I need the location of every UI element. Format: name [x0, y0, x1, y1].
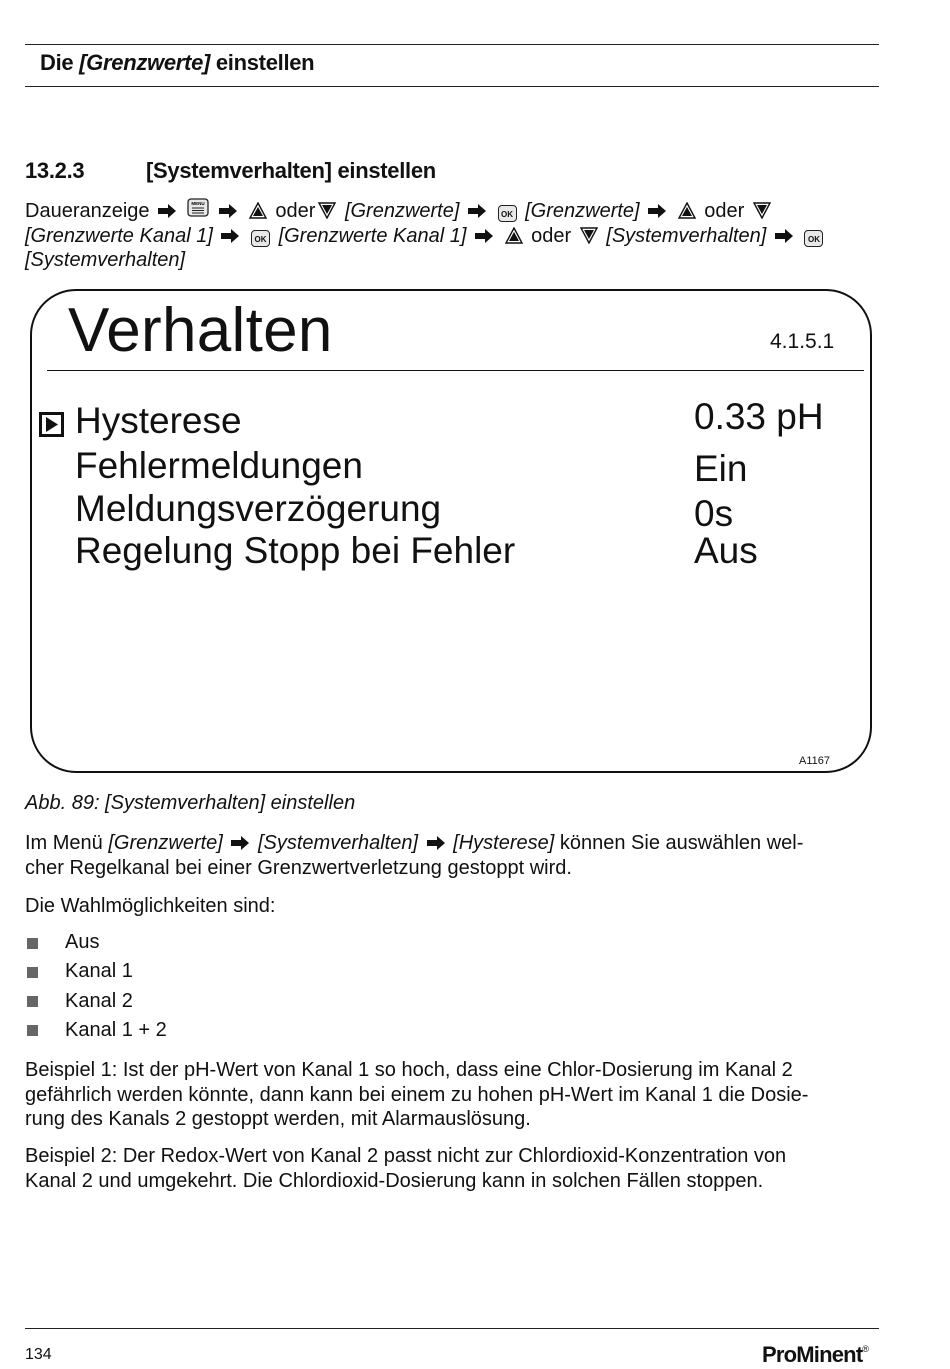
display-title: Verhalten — [68, 296, 333, 365]
header-top-rule — [25, 44, 879, 45]
header-bottom-rule — [25, 86, 879, 87]
option-item: Kanal 2 — [65, 990, 133, 1012]
arrow-right-icon — [647, 204, 667, 218]
bullet-marker — [27, 967, 38, 978]
ok-key-icon: OK — [498, 205, 517, 222]
figure-caption: Abb. 89: [Systemverhalten] einstellen — [25, 792, 356, 814]
section-title: [Systemverhalten] einstellen — [146, 158, 436, 183]
selection-cursor-icon — [39, 412, 64, 437]
down-key-icon — [580, 227, 598, 244]
arrow-right-icon — [218, 204, 238, 218]
option-item: Aus — [65, 931, 100, 953]
running-head: Die [Grenzwerte] einstellen — [40, 50, 315, 75]
figure-id: A1167 — [799, 755, 830, 767]
menu-item-regelung-stopp[interactable]: Regelung Stopp bei Fehler — [75, 530, 516, 571]
menu-item-fehlermeldungen[interactable]: Fehlermeldungen — [75, 445, 363, 486]
brand-logo: ProMinent® — [762, 1342, 869, 1367]
navigation-path: Daueranzeige MENU oder [Grenzwerte] OK [Grenzwerte] oder [Grenzwerte Kanal 1] OK [Grenzwerte Kanal 1] oder [Systemverhalten] OK [Systemverhalten] — [25, 198, 885, 273]
option-item: Kanal 1 + 2 — [65, 1019, 167, 1041]
up-key-icon — [678, 202, 696, 219]
page-number: 134 — [25, 1346, 52, 1363]
arrow-right-icon — [230, 836, 250, 850]
arrow-right-icon — [467, 204, 487, 218]
menu-value-hysterese: 0.33 pH — [694, 396, 824, 437]
paragraph-options-intro: Die Wahlmöglichkeiten sind: — [25, 895, 276, 917]
menu-value-fehlermeldungen: Ein — [694, 448, 748, 489]
bullet-marker — [27, 996, 38, 1007]
option-item: Kanal 1 — [65, 960, 133, 982]
paragraph-example-1: Beispiel 1: Ist der pH-Wert von Kanal 1 so hoch, dass eine Chlor-Dosierung im Kanal 2 gefährlich werden könnte, dann kann bei einem zu hohen pH-Wert im Kanal 1 die Dosie- rung des Kanals 2 gestoppt werden, mit Alarmauslösung. — [25, 1059, 809, 1130]
menu-key-icon — [187, 198, 209, 217]
menu-value-regelung-stopp: Aus — [694, 530, 758, 571]
footer-rule — [25, 1328, 879, 1329]
display-menu-code: 4.1.5.1 — [770, 330, 835, 353]
paragraph-example-2: Beispiel 2: Der Redox-Wert von Kanal 2 passt nicht zur Chlordioxid-Konzentration von Kanal 2 und umgekehrt. Die Chlordioxid-Dosierung kann in solchen Fällen stoppen. — [25, 1145, 787, 1192]
display-divider — [47, 370, 864, 371]
section-number: 13.2.3 — [25, 158, 85, 183]
up-key-icon — [505, 227, 523, 244]
ok-key-icon: OK — [251, 230, 270, 247]
arrow-right-icon — [426, 836, 446, 850]
up-key-icon — [249, 202, 267, 219]
arrow-right-icon — [474, 229, 494, 243]
down-key-icon — [753, 202, 771, 219]
down-key-icon — [318, 202, 336, 219]
bullet-marker — [27, 1025, 38, 1036]
arrow-right-icon — [220, 229, 240, 243]
arrow-right-icon — [774, 229, 794, 243]
menu-value-meldungsverzoegerung: 0s — [694, 493, 734, 534]
svg-text:MENU: MENU — [191, 201, 205, 206]
menu-item-hysterese[interactable]: Hysterese — [75, 400, 242, 441]
bullet-marker — [27, 938, 38, 949]
paragraph-menu-description: Im Menü [Grenzwerte] [Systemverhalten] [Hysterese] können Sie auswählen wel- cher Regelkanal bei einer Grenzwertverletzung gestoppt wird. — [25, 832, 804, 879]
arrow-right-icon — [157, 204, 177, 218]
ok-key-icon: OK — [804, 230, 823, 247]
menu-item-meldungsverzoegerung[interactable]: Meldungsverzögerung — [75, 488, 442, 529]
